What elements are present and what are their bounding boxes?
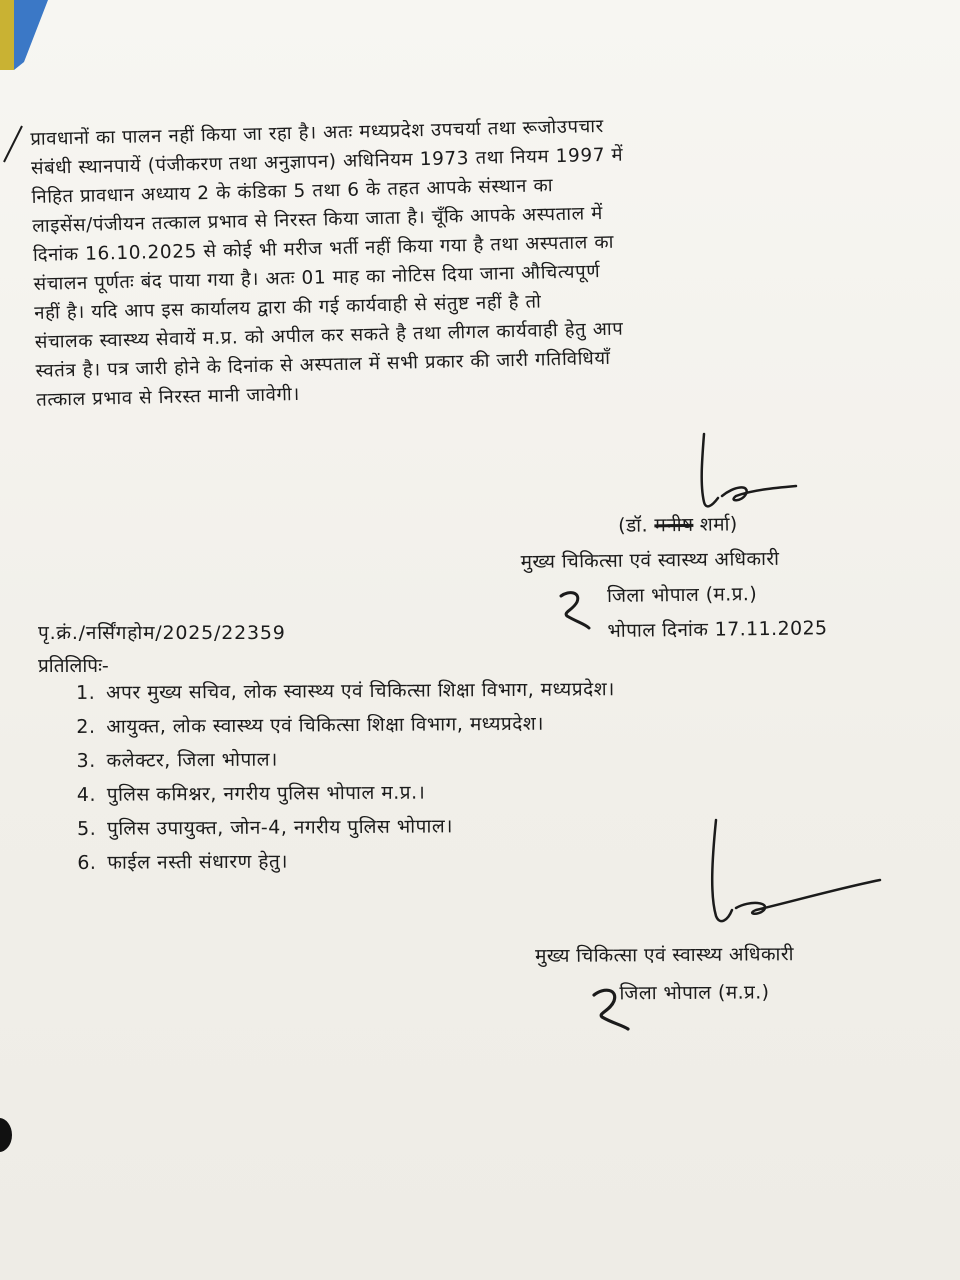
item-text: आयुक्त, लोक स्वास्थ्य एवं चिकित्सा शिक्षा विभाग, मध्यप्रदेश। <box>106 712 545 738</box>
item-number: 6. <box>77 851 97 874</box>
body-line: स्वतंत्र है। पत्र जारी होने के दिनांक से अस्पताल में सभी प्रकार की जारी गतिविधियाँ <box>35 347 611 382</box>
body-line: तत्काल प्रभाव से निरस्त मानी जावेगी। <box>36 383 301 411</box>
body-line: नहीं है। यदि आप इस कार्यालय द्वारा की गई कार्यवाही से संतुष्ट नहीं है तो <box>34 291 542 324</box>
item-text: पुलिस उपायुक्त, जोन-4, नगरीय पुलिस भोपाल। <box>106 815 453 840</box>
copy-to-item <box>76 670 896 710</box>
item-number: 2. <box>76 715 96 738</box>
body-paragraph <box>30 105 916 415</box>
reference-number: पृ.क्रं./नर्सिंगहोम/2025/22359 <box>38 622 286 644</box>
name-suffix: शर्मा) <box>693 513 738 536</box>
item-number: 1. <box>76 681 96 704</box>
item-text: फाईल नस्ती संधारण हेतु। <box>107 850 289 874</box>
body-line: संचालन पूर्णतः बंद पाया गया है। अतः 01 माह का नोटिस दिया जाना औचित्यपूर्ण <box>33 261 601 295</box>
margin-tick-mark <box>0 118 30 168</box>
signatory-district: जिला भोपाल (म.प्र.) <box>606 583 758 607</box>
body-line: निहित प्रावधान अध्याय 2 के कंडिका 5 तथा 6 के तहत आपके संस्थान का <box>31 175 554 208</box>
copy-to-item <box>76 738 896 778</box>
item-text: अपर मुख्य सचिव, लोक स्वास्थ्य एवं चिकित्सा शिक्षा विभाग, मध्यप्रदेश। <box>106 678 615 704</box>
item-number: 4. <box>76 783 97 806</box>
item-number: 3. <box>76 749 96 772</box>
item-number: 5. <box>76 817 97 840</box>
place-date: भोपाल दिनांक 17.11.2025 <box>607 617 828 642</box>
item-text: कलेक्टर, जिला भोपाल। <box>106 748 278 772</box>
body-line: दिनांक 16.10.2025 से कोई भी मरीज भर्ती नहीं किया गया है तथा अस्पताल का <box>32 231 615 266</box>
body-line: लाइसेंस/पंजीयन तत्काल प्रभाव से निरस्त किया जाता है। चूँकि आपके अस्पताल में <box>32 203 604 237</box>
body-line: प्रावधानों का पालन नहीं किया जा रहा है। अतः मध्यप्रदेश उपचर्या तथा रूजोउपचार <box>30 115 605 150</box>
binding-hole <box>0 1118 12 1152</box>
body-line: संबंधी स्थानपायें (पंजीकरण तथा अनुज्ञापन) अधिनियम 1973 तथा नियम 1997 में <box>30 144 624 179</box>
item-text: पुलिस कमिश्नर, नगरीय पुलिस भोपाल म.प्र.। <box>106 781 426 806</box>
copy-to-label: प्रतिलिपिः- <box>38 655 109 677</box>
signatory-designation: मुख्य चिकित्सा एवं स्वास्थ्य अधिकारी <box>520 547 780 573</box>
copy-to-item <box>77 772 897 812</box>
signatory-2-designation: मुख्य चिकित्सा एवं स्वास्थ्य अधिकारी <box>535 943 794 967</box>
handwritten-initial-mark <box>555 588 595 634</box>
body-line: संचालक स्वास्थ्य सेवायें म.प्र. को अपील कर सकते है तथा लीगल कार्यवाही हेतु आप <box>34 318 624 353</box>
name-struck: मनीष <box>654 513 694 537</box>
copy-to-item <box>76 704 896 744</box>
signatory-2-district: जिला भोपाल (म.प्र.) <box>619 981 770 1005</box>
handwritten-initial-mark-2 <box>588 985 634 1035</box>
handwritten-signature-2 <box>700 810 890 940</box>
signatory-name <box>520 505 940 545</box>
page-corner-mark <box>0 0 60 90</box>
name-prefix: (डॉ. <box>618 514 655 537</box>
